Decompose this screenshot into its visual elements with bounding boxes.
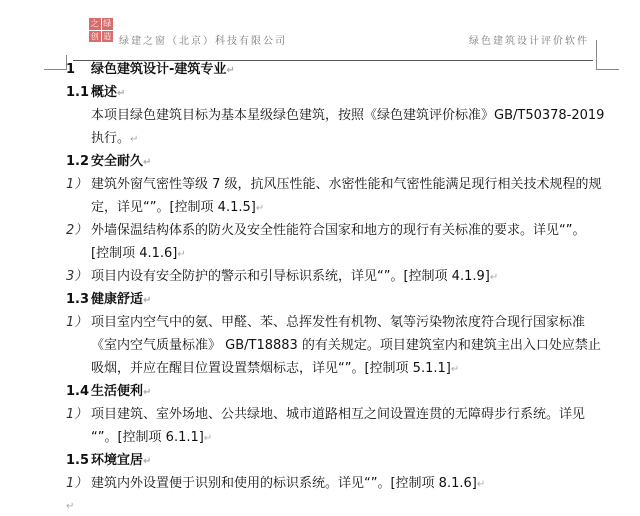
heading <box>91 153 151 172</box>
item-number: 1.1 <box>66 85 90 100</box>
item-number: 1.3 <box>66 292 90 307</box>
paragraph-line <box>91 199 264 218</box>
paragraph-line <box>91 429 212 448</box>
heading-text: 生活便利 <box>91 384 144 399</box>
paragraph-line <box>91 130 138 149</box>
page-header <box>73 19 593 61</box>
body-line: 定，详见“”。[控制项 4.1.5] <box>91 200 256 215</box>
paragraph-line <box>91 360 459 379</box>
body-line: 建筑外窗气密性等级 7 级，抗风压性能、水密性能和气密性能满足现行相关技术规程的规 <box>91 177 602 192</box>
paragraph-line <box>91 406 585 424</box>
paragraph-mark-icon: ↵ <box>255 203 265 214</box>
heading <box>91 84 125 103</box>
paragraph-line <box>91 337 601 355</box>
paragraph-mark-icon: ↵ <box>117 88 126 99</box>
crop-mark-right <box>596 40 619 70</box>
paragraph-line <box>91 314 585 332</box>
paragraph-mark-icon: ↵ <box>476 479 486 490</box>
body-line: 执行。 <box>91 131 131 146</box>
crop-mark-left <box>44 55 67 70</box>
logo-char: 绿 <box>103 19 112 28</box>
item-number: 1） <box>66 177 88 192</box>
heading <box>91 291 151 310</box>
body-line: 吸烟，并应在醒目位置设置禁烟标志，详见“”。[控制项 5.1.1] <box>91 361 451 376</box>
paragraph-mark-icon: ↵ <box>143 387 152 398</box>
heading-text: 绿色建筑设计-建筑专业 <box>91 62 227 77</box>
company-logo <box>89 18 113 42</box>
paragraph-mark-icon: ↵ <box>143 295 152 306</box>
paragraph-mark-icon: ↵ <box>143 157 152 168</box>
paragraph-line <box>91 222 585 240</box>
body-line: 外墙保温结构体系的防火及安全性能符合国家和地方的现行有关标准的要求。详见“”。 <box>91 223 586 238</box>
item-number: 1.5 <box>66 453 90 468</box>
body-line: 本项目绿色建筑目标为基本星级绿色建筑，按照《绿色建筑评价标准》GB/T50378-2019 <box>91 108 605 123</box>
paragraph-mark-icon: ↵ <box>489 272 499 283</box>
heading-text: 健康舒适 <box>91 292 144 307</box>
body-line: 项目内设有安全防护的警示和引导标识系统，详见“”。[控制项 4.1.9] <box>91 269 490 284</box>
heading-text: 环境宜居 <box>91 453 144 468</box>
item-number: 1 <box>66 62 76 77</box>
paragraph-line <box>91 245 186 264</box>
item-number: 1） <box>66 407 88 422</box>
paragraph-line <box>91 176 602 194</box>
item-number: 1.2 <box>66 154 90 169</box>
paragraph-mark-icon: ↵ <box>130 134 139 145</box>
paragraph-line <box>91 268 498 287</box>
body-line: [控制项 4.1.6] <box>91 246 178 261</box>
paragraph-line <box>91 475 485 494</box>
item-number: 1） <box>66 476 88 491</box>
paragraph-mark-icon: ↵ <box>143 456 152 467</box>
body-line: 《室内空气质量标准》 GB/T18883 的有关规定。项目建筑室内和建筑主出入口处应禁止 <box>91 338 601 353</box>
paragraph-mark-icon: ↵ <box>66 501 75 512</box>
heading <box>91 61 235 80</box>
body-line: 项目建筑、室外场地、公共绿地、城市道路相互之间设置连贯的无障碍步行系统。详见 <box>91 407 586 422</box>
heading <box>91 383 151 402</box>
body-line: “”。[控制项 6.1.1] <box>91 430 204 445</box>
paragraph-line <box>91 107 604 125</box>
paragraph-mark-icon: ↵ <box>177 249 186 260</box>
header-company: 绿建之窗（北京）科技有限公司 <box>119 36 287 47</box>
heading-text: 概述 <box>91 85 118 100</box>
body-line: 项目室内空气中的氨、甲醛、苯、总挥发性有机物、氡等污染物浓度符合现行国家标准 <box>91 315 586 330</box>
item-number: 3） <box>66 269 88 284</box>
item-number: 1） <box>66 315 88 330</box>
logo-char: 造 <box>103 31 112 41</box>
body-line: 建筑内外设置便于识别和使用的标识系统。详见“”。[控制项 8.1.6] <box>91 476 477 491</box>
paragraph-mark-icon: ↵ <box>203 433 213 444</box>
header-software: 绿色建筑设计评价软件 <box>469 36 589 47</box>
heading-text: 安全耐久 <box>91 154 144 169</box>
item-number: 1.4 <box>66 384 90 399</box>
logo-char: 创 <box>90 31 99 41</box>
logo-char: 之 <box>90 19 99 28</box>
paragraph-mark-icon: ↵ <box>226 65 235 76</box>
item-number: 2） <box>66 223 88 238</box>
paragraph-mark-icon: ↵ <box>450 364 460 375</box>
heading <box>91 452 151 471</box>
